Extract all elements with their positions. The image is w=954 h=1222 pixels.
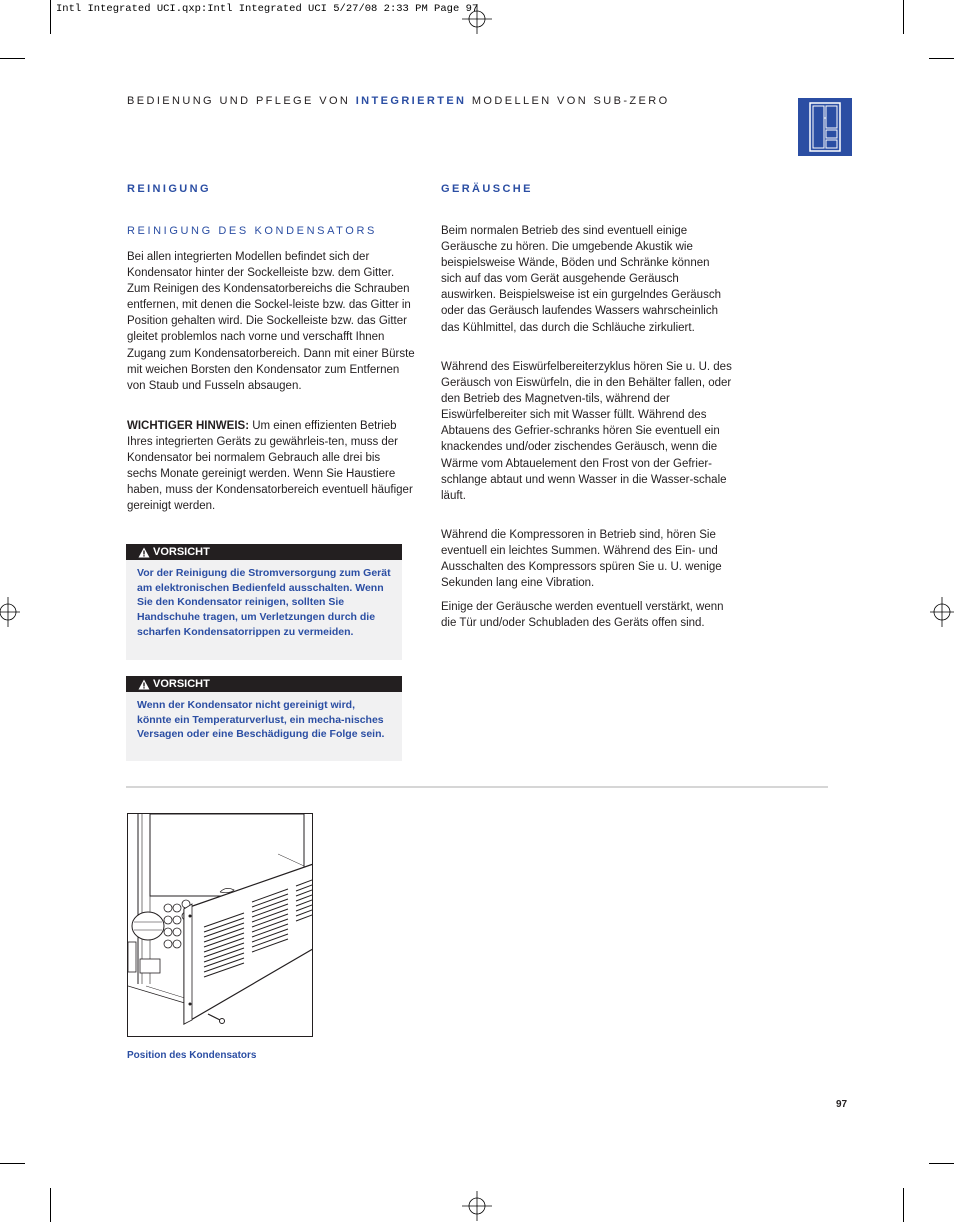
header-prefix: BEDIENUNG UND PFLEGE VON [127,95,356,107]
crop-mark [0,1163,25,1164]
crop-mark [903,1188,904,1222]
crop-mark [929,58,954,59]
warning-box [126,544,402,660]
paragraph-noise-2: Während des Eiswürfelbereiterzyklus hören Sie u. U. des Geräusch von Eiswürfeln, die in den Behälter fallen, oder den Betrieb des Magnetven-tils, während der Eiswürfelbereiter sich mit Wasser füllt. Während des Abtauens des Gefrier-schranks hören Sie eventuell ein knackendes und/oder zischendes Geräusch, wenn die Wärme vom Abtauelement den Frost von der Gefrier-schlange abtaut und wenn Wasser in die Wasser-schale läuft. [441,361,732,502]
paragraph-important-note [127,418,413,515]
note-label: WICHTIGER HINWEIS: [127,420,250,432]
subsection-title-kondensator: REINIGUNG DES KONDENSATORS [127,225,377,237]
section-divider [126,786,828,788]
registration-mark-icon [0,597,20,627]
paragraph-cleaning: Bei allen integrierten Modellen befindet sich der Kondensator hinter der Sockelleiste bzw. dem Gitter. Zum Reinigen des Kondensatorbereichs die Schrauben entfernen, mit denen die Sockel-leiste bzw. das Gitter in Position gehalten wird. Die Sockelleiste bzw. das Gitter gleitet problemlos nach vorne und verschafft Ihnen Zugang zum Kondensatorbereich. Dann mit einer Bürste mit weichen Borsten den Kondensator zum Entfernen von Staub und Fusseln absaugen. [127,251,415,392]
refrigerator-icon [798,98,852,156]
warning-header [126,676,402,692]
crop-mark [50,1188,51,1222]
page-number: 97 [836,1099,848,1110]
crop-mark [903,0,904,34]
slug-line: Intl Integrated UCI.qxp:Intl Integrated UCI 5/27/08 2:33 PM Page 97 [56,3,479,15]
crop-mark [0,58,25,59]
warning-label: VORSICHT [153,546,210,558]
registration-mark-icon [462,4,492,34]
registration-mark-icon [930,597,954,627]
running-header [127,95,670,107]
warning-label: VORSICHT [153,678,210,690]
crop-mark [929,1163,954,1164]
warning-triangle-icon [138,547,150,558]
condenser-grille-illustration [127,813,313,1037]
section-title-geraeusche: GERÄUSCHE [441,183,533,195]
figure-caption: Position des Kondensators [127,1050,257,1061]
section-title-reinigung: REINIGUNG [127,183,211,195]
warning-text: Wenn der Kondensator nicht gereinigt wird, könnte ein Temperaturverlust, ein mecha-nisches Versagen oder eine Beschädigung die Folge sein. [137,699,385,741]
warning-header [126,544,402,560]
header-highlight: INTEGRIERTEN [355,95,467,107]
crop-mark [50,0,51,34]
header-suffix: MODELLEN VON SUB-ZERO [466,95,670,107]
paragraph-noise-3: Während die Kompressoren in Betrieb sind, hören Sie eventuell ein leichtes Summen. Während des Ein- und Ausschalten des Kompressors spüren Sie u. U. wenige Sekunden lang eine Vibration. [441,529,722,590]
warning-box [126,676,402,761]
note-text: Um einen effizienten Betrieb Ihres integrierten Geräts zu gewährleis-ten, muss der Kondensator bei normalem Gebrauch alle drei bis sechs Monate gereinigt werden. Wenn Sie Haustiere haben, muss der Kondensatorbereich eventuell häufiger gereinigt werden. [127,420,413,513]
paragraph-noise-1: Beim normalen Betrieb des sind eventuell einige Geräusche zu hören. Die umgebende Akustik wie beispielsweise Wände, Böden und Schränke können sich auf das vom Gerät ausgehende Geräusch auswirken. Beispielsweise ist ein gurgelndes Geräusch oder das Geräusch laufendes Wassers wahrscheinlich das Kühlmittel, das durch die Schläuche zirkuliert. [441,225,721,334]
warning-triangle-icon [138,679,150,690]
registration-mark-icon [462,1191,492,1221]
warning-text: Vor der Reinigung die Stromversorgung zum Gerät am elektronischen Bedienfeld ausschalten. Wenn Sie den Kondensator reinigen, sollten Sie Handschuhe tragen, um Verletzungen durch die scharfen Kondensatorrippen zu vermeiden. [137,567,391,638]
paragraph-noise-4: Einige der Geräusche werden eventuell verstärkt, wenn die Tür und/oder Schubladen des Geräts offen sind. [441,601,724,630]
